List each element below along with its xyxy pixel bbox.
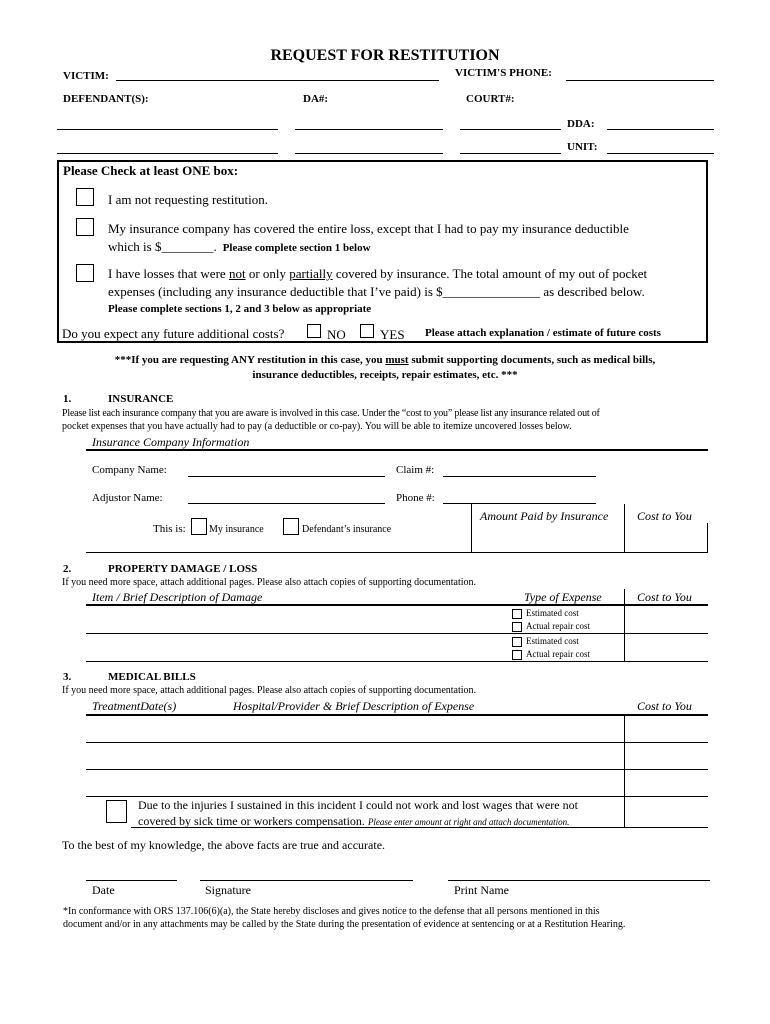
sec2-row1-estimated-checkbox[interactable] <box>512 609 522 619</box>
sec1-desc2: pocket expenses that you have actually had to pay (a deductible or co-pay). You will be able to itemize uncovered losses below. <box>62 421 572 432</box>
opt2-line2 <box>108 239 371 255</box>
signature-field[interactable] <box>200 880 413 881</box>
victim-field[interactable] <box>116 80 439 81</box>
sec3-header-rule <box>86 714 708 716</box>
phone-field[interactable] <box>443 503 596 504</box>
page-title: REQUEST FOR RESTITUTION <box>270 47 500 64</box>
conformance-line1: *In conformance with ORS 137.106(6)(a), the State hereby discloses and gives notice to the defense that all persons mentioned in this <box>63 906 600 917</box>
company-label: Company Name: <box>92 464 167 476</box>
defendant-field-2[interactable] <box>57 153 278 154</box>
sec3-number: 3. <box>63 671 72 683</box>
opt3-line1 <box>108 266 647 282</box>
adjustor-field[interactable] <box>188 503 385 504</box>
print-name-label: Print Name <box>454 883 509 897</box>
sec2-row1-actual-checkbox[interactable] <box>512 622 522 632</box>
future-yes-checkbox[interactable] <box>360 324 374 338</box>
victims-phone-label: VICTIM'S PHONE: <box>455 67 552 79</box>
dda-field[interactable] <box>607 129 714 130</box>
unit-label: UNIT: <box>567 141 598 153</box>
future-no-checkbox[interactable] <box>307 324 321 338</box>
sec1-desc1: Please list each insurance company that you are aware is involved in this case. Under the “cost to you” please list any insurance related out of <box>62 408 600 419</box>
print-name-field[interactable] <box>448 880 710 881</box>
notice-line2: insurance deductibles, receipts, repair estimates, etc. *** <box>252 369 518 381</box>
court-field-2[interactable] <box>460 153 561 154</box>
notice-line1 <box>0 354 770 366</box>
sec1-top-rule <box>86 449 708 451</box>
opt3-checkbox[interactable] <box>76 264 94 282</box>
lost-wages-line1: Due to the injuries I sustained in this incident I could not work and lost wages that were not <box>138 798 578 812</box>
sec2-cost-header: Cost to You <box>637 590 692 604</box>
cost-to-you-header-1: Cost to You <box>637 509 692 523</box>
notice-line1a: ***If you are requesting ANY restitution in this case, you <box>114 354 386 366</box>
company-field[interactable] <box>188 476 385 477</box>
sec1-info-heading: Insurance Company Information <box>92 435 250 449</box>
sec3-title: MEDICAL BILLS <box>108 671 196 683</box>
opt3-line1a: I have losses that were <box>108 266 229 281</box>
court-label: COURT#: <box>466 93 515 105</box>
my-insurance-label: My insurance <box>209 524 264 535</box>
defendant-insurance-checkbox[interactable] <box>283 518 299 535</box>
da-field-2[interactable] <box>295 153 443 154</box>
defendants-label: DEFENDANT(S): <box>63 93 149 105</box>
sec3-hosp-header: Hospital/Provider & Brief Description of Expense <box>233 699 475 713</box>
notice-line1b: submit supporting documents, such as medical bills, <box>408 354 656 366</box>
sec3-row1-rule <box>86 742 708 743</box>
sec2-row2-actual-label: Actual repair cost <box>526 649 590 659</box>
opt3-line3: Please complete sections 1, 2 and 3 below as appropriate <box>108 303 372 315</box>
claim-field[interactable] <box>443 476 596 477</box>
victim-label: VICTIM: <box>63 70 109 82</box>
dda-label: DDA: <box>567 118 595 130</box>
future-yes-label: YES <box>380 327 405 342</box>
opt2-line2b: Please complete section 1 below <box>222 242 371 254</box>
opt3-line1b: or only <box>245 266 290 281</box>
lost-wages-note: Please enter amount at right and attach documentation. <box>367 817 570 827</box>
cost-to-you-field-1[interactable] <box>624 523 708 552</box>
date-field[interactable] <box>86 880 177 881</box>
date-label: Date <box>92 883 115 897</box>
sec3-treat-header: TreatmentDate(s) <box>92 699 177 713</box>
opt2-line2a: which is $________. <box>108 239 217 254</box>
sec2-row2-actual-checkbox[interactable] <box>512 650 522 660</box>
sec3-col-divider <box>624 714 625 827</box>
sec2-number: 2. <box>63 563 72 575</box>
sec3-row3-rule <box>86 796 708 797</box>
notice-must: must <box>385 354 409 366</box>
claim-label: Claim #: <box>396 464 435 476</box>
court-field-1[interactable] <box>460 129 561 130</box>
adjustor-label: Adjustor Name: <box>92 492 163 504</box>
sec2-header-rule <box>86 604 708 606</box>
sec2-row1-estimated-label: Estimated cost <box>526 608 579 618</box>
da-label: DA#: <box>303 93 329 105</box>
sec3-cost-header: Cost to You <box>637 699 692 713</box>
sec1-bottom-rule <box>86 552 708 553</box>
future-no-label: NO <box>327 327 346 342</box>
sec2-row2-rule <box>86 661 708 662</box>
amount-paid-header: Amount Paid by Insurance <box>480 509 609 523</box>
unit-field[interactable] <box>607 153 714 154</box>
affirmation-text: To the best of my knowledge, the above facts are true and accurate. <box>62 838 386 852</box>
sec2-type-header: Type of Expense <box>524 590 602 604</box>
sec3-desc: If you need more space, attach additional pages. Please also attach copies of supporting documentation. <box>62 685 477 696</box>
sec3-bottom-rule <box>131 827 708 828</box>
check-heading: Please Check at least ONE box: <box>63 163 239 178</box>
opt3-line1c: covered by insurance. The total amount of my out of pocket <box>332 266 648 281</box>
sec2-row1-rule <box>86 633 708 634</box>
sec1-number: 1. <box>63 393 72 405</box>
sec2-title: PROPERTY DAMAGE / LOSS <box>108 563 258 575</box>
sec2-row1-actual-label: Actual repair cost <box>526 621 590 631</box>
defendant-insurance-label: Defendant’s insurance <box>302 524 392 535</box>
sec3-row2-rule <box>86 769 708 770</box>
opt3-line2: expenses (including any insurance deductible that I’ve paid) is $_______________ as described below. <box>108 284 645 299</box>
my-insurance-checkbox[interactable] <box>191 518 207 535</box>
opt3-partially: partially <box>289 266 333 281</box>
sec2-desc: If you need more space, attach additional pages. Please also attach copies of supporting documentation. <box>62 577 477 588</box>
sec2-item-header: Item / Brief Description of Damage <box>92 590 263 604</box>
signature-label: Signature <box>205 883 251 897</box>
sec2-row2-estimated-label: Estimated cost <box>526 636 579 646</box>
sec1-title: INSURANCE <box>108 393 174 405</box>
victims-phone-field[interactable] <box>566 80 714 81</box>
opt1-checkbox[interactable] <box>76 188 94 206</box>
defendant-field-1[interactable] <box>57 129 278 130</box>
opt2-line1: My insurance company has covered the entire loss, except that I had to pay my insurance deductible <box>108 221 629 236</box>
phone-label: Phone #: <box>396 492 435 504</box>
opt3-not: not <box>228 266 246 281</box>
da-field-1[interactable] <box>295 129 443 130</box>
sec2-col-divider <box>624 589 625 661</box>
conformance-line2: document and/or in any attachments may be called by the State during the presentation of evidence at sentencing or at a Restitution Hearing. <box>63 919 626 930</box>
amount-paid-field[interactable] <box>471 523 624 552</box>
lost-wages-checkbox[interactable] <box>106 800 127 823</box>
opt1-text: I am not requesting restitution. <box>108 192 268 207</box>
sec2-row2-estimated-checkbox[interactable] <box>512 637 522 647</box>
opt2-checkbox[interactable] <box>76 218 94 236</box>
future-note: Please attach explanation / estimate of future costs <box>425 327 661 339</box>
lost-wages-line2-text: covered by sick time or workers compensation. <box>138 814 365 828</box>
this-is-label: This is: <box>153 523 186 535</box>
future-question: Do you expect any future additional costs? <box>62 326 285 341</box>
